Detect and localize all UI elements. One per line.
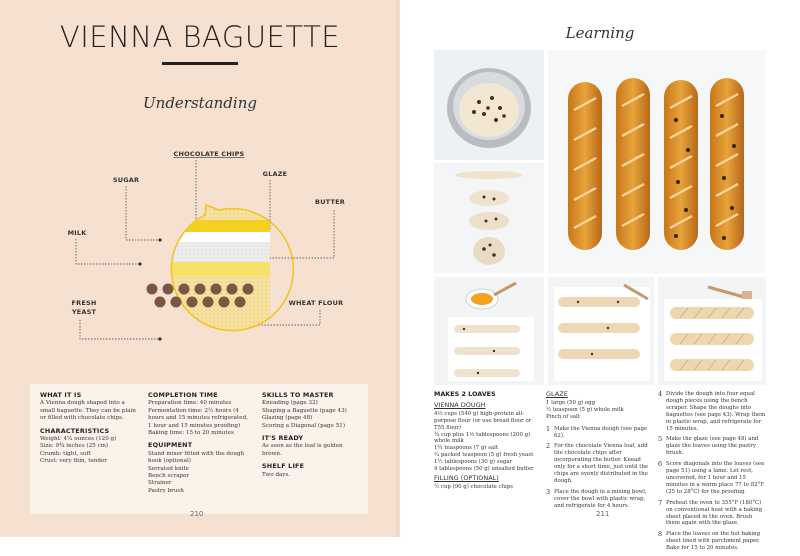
recipe-column-steps <box>658 391 766 556</box>
photo-glazed-loaves <box>548 277 654 385</box>
step-text: For the chocolate Vienna loaf, add the chocolate chips after incorporating the butter. Knead only for a short time, just until the chips are evenly distributed in the dough. <box>554 443 649 484</box>
characteristic-line: Size: 9¾ inches (25 cm) <box>40 443 109 450</box>
skill-line: Shaping a Baguette (page 43) <box>262 407 347 414</box>
makes-heading: MAKES 2 LOAVES <box>434 390 496 398</box>
recipe-column-ingredients <box>434 391 540 491</box>
ingredient-line: 4 tablespoons (50 g) unsalted butter <box>434 466 534 473</box>
equipment-line: Pastry brush <box>148 487 184 494</box>
label-sugar: SUGAR <box>112 176 140 184</box>
step-6 <box>658 461 766 496</box>
characteristic-line: Crumb: tight, soft <box>40 450 91 457</box>
label-wheat-flour: WHEAT FLOUR <box>288 299 344 307</box>
photo-scored-loaves <box>658 277 766 385</box>
understanding-heading: Understanding <box>143 94 257 112</box>
step-text: Score diagonals into the loaves (see page 51) using a lame. Let rest, uncovered, for 1 hour and 15 minutes in a warm place 77 to 82°F (25 to 28°C) for the proofing. <box>666 461 765 495</box>
info-panel <box>30 384 368 514</box>
left-page <box>0 0 400 537</box>
right-page <box>400 0 800 552</box>
characteristic-line: Weight: 4¼ ounces (120 g) <box>40 436 117 443</box>
step-1 <box>546 426 650 440</box>
step-number: 8 <box>658 530 663 539</box>
composition-circle <box>130 200 270 340</box>
step-text: Place the dough in a mixing bowl, cover the bowl with plastic wrap, and refrigerate for 4 hours. <box>554 488 647 509</box>
ingredient-diagram <box>0 0 400 380</box>
equipment-heading: EQUIPMENT <box>148 441 193 450</box>
vienna-dough-heading: VIENNA DOUGH <box>434 400 486 409</box>
step-text: Make the Vienna dough (see page 62). <box>554 425 648 439</box>
recipe-column-glaze <box>546 391 650 514</box>
step-number: 1 <box>546 424 551 433</box>
step-7 <box>658 500 766 528</box>
step-number: 4 <box>658 390 663 398</box>
step-number: 5 <box>658 435 663 444</box>
label-milk: MILK <box>67 229 87 237</box>
completion-line: Baking time: 15 to 20 minutes <box>148 430 234 437</box>
step-text: Make the glaze (see page 48) and glaze the loaves using the pastry brush. <box>666 436 759 457</box>
photo-glaze-and-dough <box>434 277 544 385</box>
photo-baked-baguettes <box>548 50 766 273</box>
its-ready-heading: IT'S READY <box>262 434 304 443</box>
characteristics-heading: CHARACTERISTICS <box>40 426 110 435</box>
completion-line: Fermentation time: 2½ hours (4 hours and 15 minutes refrigerated, 1 hour and 15 minutes proofing) <box>148 407 248 429</box>
shelf-life-heading: SHELF LIFE <box>262 462 305 471</box>
skill-line: Scoring a Diagonal (page 51) <box>262 422 345 429</box>
step-4 <box>658 391 766 432</box>
filling-line: ½ cup (90 g) chocolate chips <box>434 483 513 490</box>
step-text: Place the loaves on the hot baking sheet lined with parchment paper. Bake for 15 to 20 minutes. <box>666 531 761 552</box>
glaze-line: 1 large (50 g) egg <box>546 399 596 406</box>
info-column-3 <box>262 392 362 484</box>
book-gutter <box>396 0 404 537</box>
info-column-1 <box>40 392 140 466</box>
completion-time-heading: COMPLETION TIME <box>148 391 218 399</box>
ingredient-line: 1¾ teaspoons (7 g) salt <box>434 445 498 452</box>
step-text: Preheat the oven to 355°F (180°C) on conventional heat with a baking sheet placed in the oven. Brush them again with the glaze. <box>666 499 763 527</box>
step-number: 2 <box>546 442 551 451</box>
glaze-heading: GLAZE <box>546 390 568 398</box>
characteristic-line: Crust: very thin, tender <box>40 458 107 465</box>
label-yeast: YEAST <box>71 308 97 316</box>
step-number: 7 <box>658 498 663 507</box>
step-2 <box>546 443 650 484</box>
dough-ingredient-list <box>434 411 540 473</box>
ingredient-line: 4⅔ cups (540 g) high-protein all-purpose flour (or use bread flour or T55 flour) <box>434 410 532 431</box>
what-it-is-heading: WHAT IT IS <box>40 391 82 399</box>
equipment-line: Bench scraper <box>148 473 190 480</box>
filling-heading: FILLING (OPTIONAL) <box>434 473 499 482</box>
what-it-is-text: A Vienna dough shaped into a small baguette. They can be plain or filled with chocolate chips. <box>40 400 136 422</box>
page-number-left: 210 <box>190 510 204 518</box>
label-butter: BUTTER <box>315 198 345 206</box>
photo-dough-pieces <box>434 163 544 273</box>
recipe-title: VIENNA BAGUETTE <box>59 20 341 54</box>
photo-dough-bowl <box>434 50 544 160</box>
label-fresh: FRESH <box>71 299 97 307</box>
step-3 <box>546 489 650 510</box>
step-number: 6 <box>658 460 663 469</box>
step-number: 3 <box>546 487 551 496</box>
glaze-line: Pinch of salt <box>546 413 580 420</box>
info-column-2 <box>148 392 252 495</box>
shelf-life-text: Two days. <box>262 471 291 478</box>
learning-heading: Learning <box>565 24 635 42</box>
ingredient-line: ¾ cup plus 1⅓ tablespoons (200 g) whole milk <box>434 431 531 445</box>
completion-line: Preparation time: 40 minutes <box>148 400 232 407</box>
skills-heading: SKILLS TO MASTER <box>262 391 334 399</box>
its-ready-text: As soon as the loaf is golden brown. <box>262 443 343 457</box>
ingredient-line: 1½ tablespoons (30 g) sugar <box>434 459 513 466</box>
label-chocolate-chips: CHOCOLATE CHIPS <box>173 150 245 158</box>
skill-line: Kneading (page 32) <box>262 400 318 407</box>
equipment-line: Stand mixer fitted with the dough hook (optional) <box>148 450 245 465</box>
glaze-line: ½ teaspoon (5 g) whole milk <box>546 406 624 413</box>
skill-line: Glazing (page 48) <box>262 415 313 422</box>
page-number-right: 211 <box>596 510 610 518</box>
step-text: Divide the dough into four equal dough pieces using the bench scraper. Shape the doughs into baguettes (see page 43). Wrap them in plastic wrap, and refrigerate for 15 minutes. <box>666 391 766 432</box>
equipment-line: Strainer <box>148 480 172 487</box>
step-8 <box>658 531 766 552</box>
label-glaze: GLAZE <box>262 170 288 178</box>
step-5 <box>658 436 766 457</box>
equipment-line: Serrated knife <box>148 465 189 472</box>
ingredient-line: ¼ packed teaspoon (5 g) fresh yeast <box>434 452 534 459</box>
